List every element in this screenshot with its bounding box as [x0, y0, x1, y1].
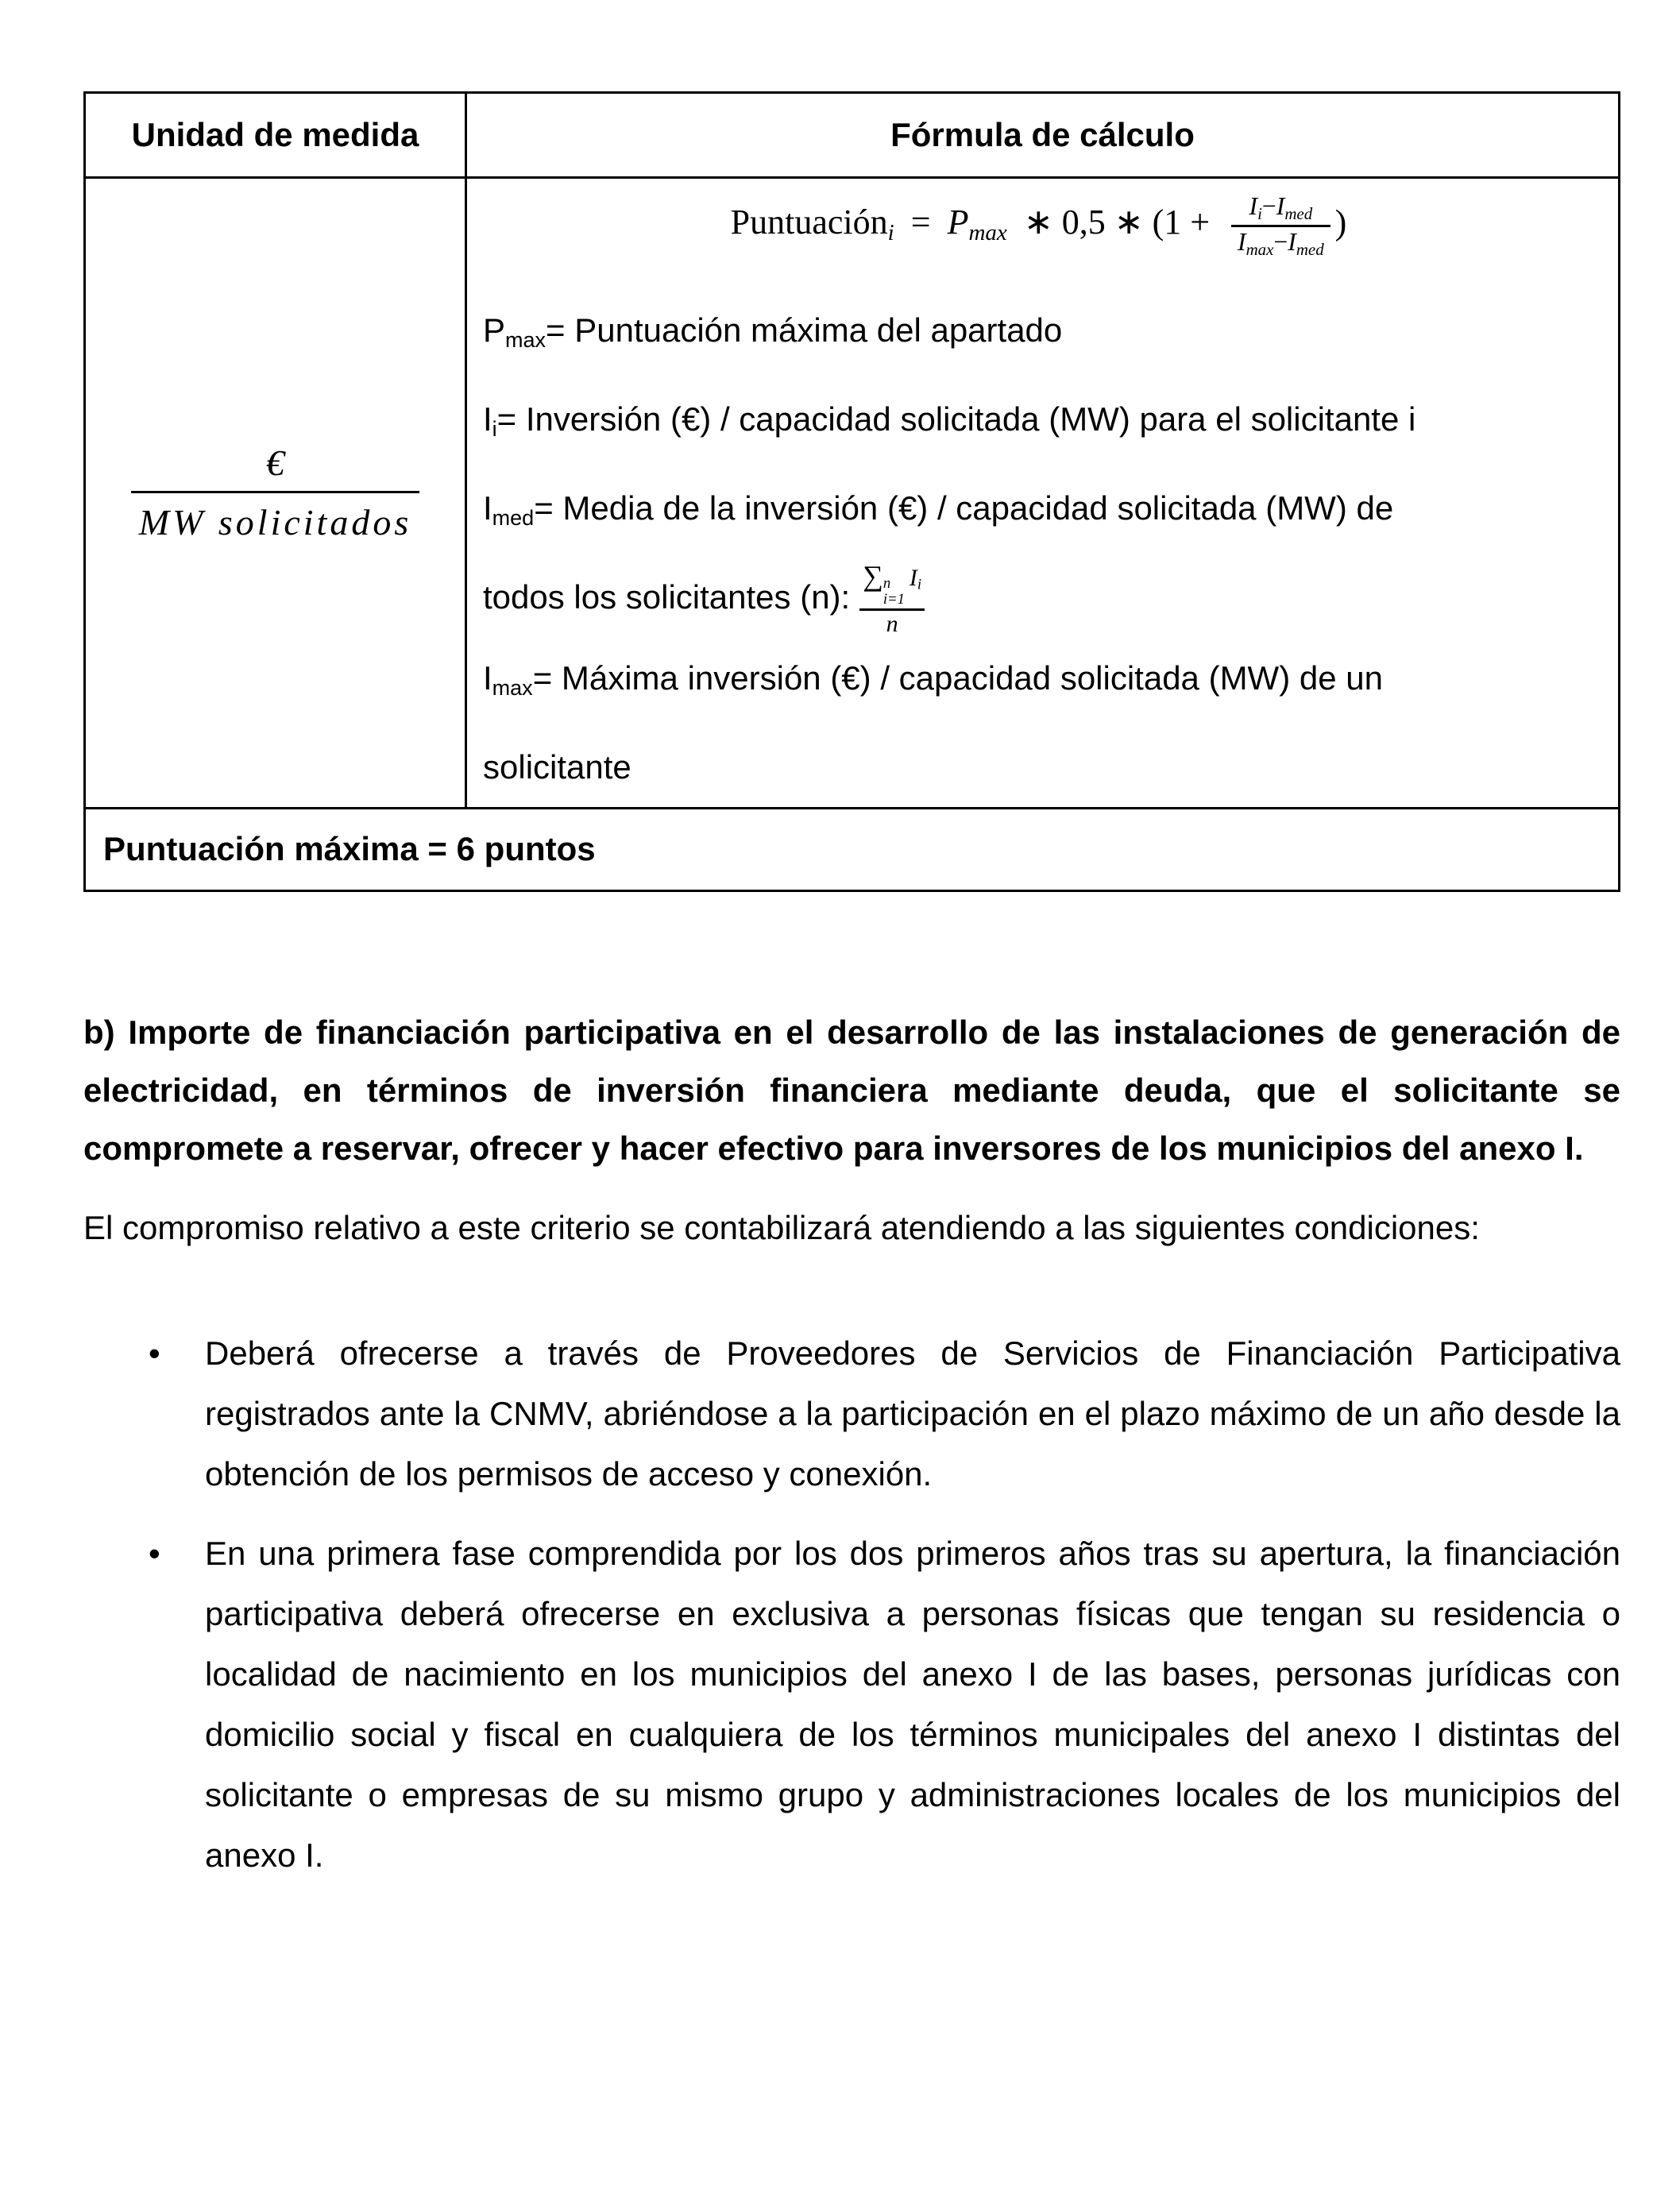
- formula-fraction-denominator: Imax−Imed: [1238, 227, 1324, 259]
- header-formula-de-calculo: Fórmula de cálculo: [466, 93, 1620, 178]
- bullet-item-1: [83, 1323, 1620, 1504]
- criteria-table: [83, 91, 1620, 892]
- document-page: [83, 91, 1620, 1886]
- max-score-label: Puntuación máxima = 6 puntos: [85, 808, 1620, 890]
- bullet-item-2: [83, 1523, 1620, 1886]
- table-body-row: [85, 178, 1620, 809]
- mean-sum-fraction: [859, 560, 925, 638]
- table-header-row: [85, 93, 1620, 178]
- formula-pmax: Pmax: [947, 203, 1007, 246]
- table-footer-row: [85, 808, 1620, 890]
- definition-imax: [483, 639, 1594, 807]
- formula-lhs: Puntuacióni: [730, 203, 894, 246]
- definition-imax-line2: solicitante: [483, 747, 631, 786]
- equals-sign: =: [910, 203, 931, 242]
- formula-fraction-numerator: Ii−Imed: [1231, 191, 1330, 227]
- definition-imed: [483, 469, 1594, 639]
- definition-ii: Ii= Inversión (€) / capacidad solicitada (MW) para el solicitante i: [483, 400, 1416, 441]
- bullet-icon: •: [149, 1334, 160, 1372]
- formula-fraction: [1231, 191, 1330, 261]
- unit-cell: [85, 178, 466, 809]
- definition-imed-line1: Imed= Media de la inversión (€) / capacidad solicitada (MW) de: [483, 488, 1394, 530]
- bullet-list: [83, 1323, 1620, 1886]
- sum-limits: n i=1: [882, 575, 905, 608]
- unit-fraction-denominator: MW solicitados: [138, 501, 412, 543]
- bullet-1-text: Deberá ofrecerse a través de Proveedores de Servicios de Financiación Participativa registrados ante la CNMV, abriéndose a la participación en el plazo máximo de un año desde la obtención de los permisos de acceso y conexión.: [205, 1334, 1620, 1493]
- bullet-icon: •: [149, 1534, 160, 1572]
- header-unidad-de-medida: Unidad de medida: [85, 93, 466, 178]
- formula-close-paren: ): [1334, 203, 1347, 242]
- sum-fraction-denominator: n: [886, 611, 898, 638]
- unit-fraction: [131, 440, 419, 545]
- sum-fraction-numerator: ∑ n i=1 Ii: [859, 560, 925, 611]
- sigma-symbol: ∑: [863, 560, 883, 593]
- intro-paragraph: El compromiso relativo a este criterio se contabilizará atendiendo a las siguientes condiciones:: [83, 1208, 1480, 1246]
- definition-pmax: Pmax= Puntuación máxima del apartado: [483, 311, 1063, 352]
- bullet-2-text: En una primera fase comprendida por los dos primeros años tras su apertura, la financiación participativa deberá ofrecerse en exclusiva a personas físicas que tengan su residencia o localidad de nacimiento en los municipios del anexo I de las bases, personas jurídicas con domicilio social y fiscal en cualquiera de los términos municipales del anexo I distintas del solicitante o empresas de su mismo grupo y administraciones locales de los municipios del anexo I.: [205, 1534, 1620, 1874]
- formula-cell: [466, 178, 1620, 809]
- definition-imed-line2: todos los solicitantes (n): ∑ n i=1 Ii n: [483, 558, 1594, 639]
- definition-imax-line1: Imax= Máxima inversión (€) / capacidad solicitada (MW) de un: [483, 658, 1383, 700]
- unit-fraction-numerator: €: [131, 440, 419, 493]
- score-formula: [483, 191, 1594, 261]
- section-b-heading: b) Importe de financiación participativa en el desarrollo de las instalaciones de generación de electricidad, en términos de inversión financiera mediante deuda, que el solicitante se compromete a reservar, ofrecer y hacer efectivo para inversores de los municipios del anexo I.: [83, 1013, 1620, 1167]
- formula-middle: ∗ 0,5 ∗ (1 +: [1023, 203, 1211, 242]
